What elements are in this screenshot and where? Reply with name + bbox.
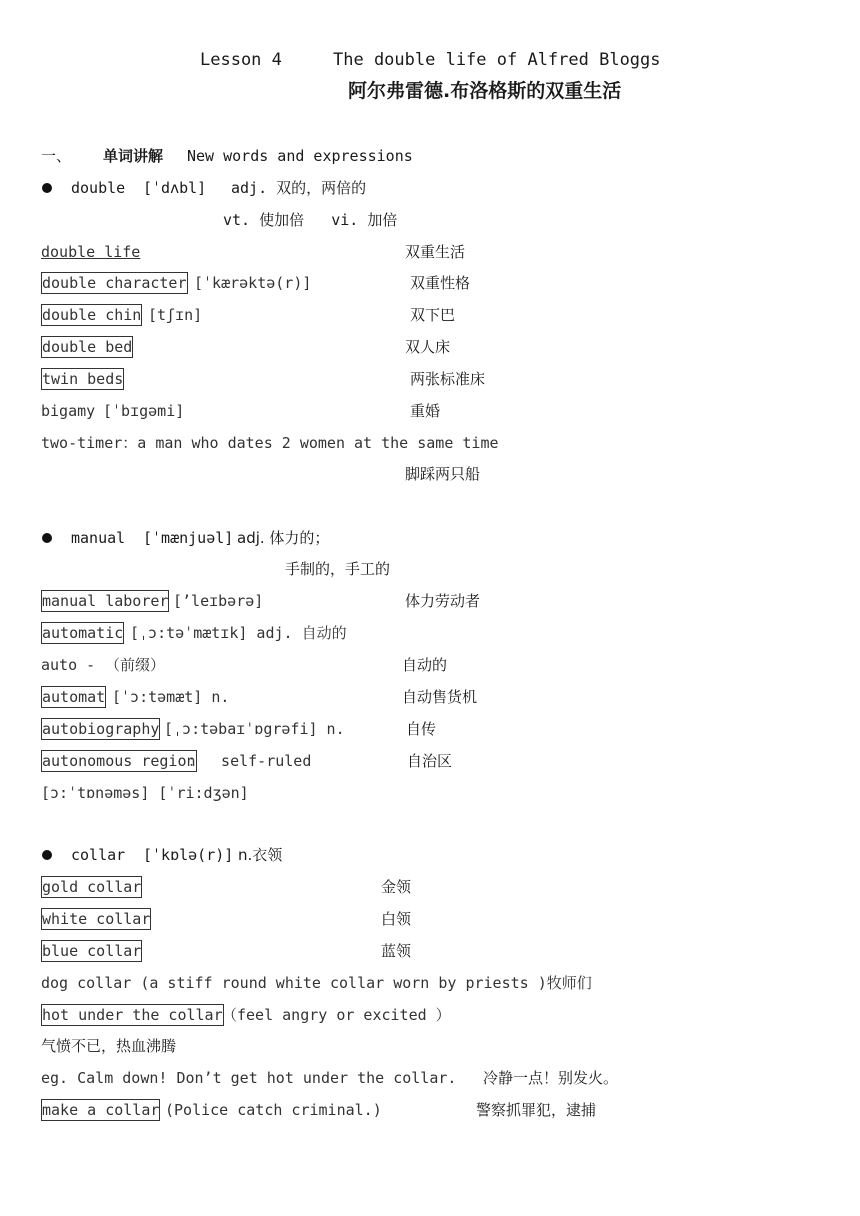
term-automatic: automatic — [42, 624, 124, 642]
cn-double-bed: 双人床 — [405, 338, 451, 356]
cn-double-chin: 双下巴 — [410, 306, 456, 324]
cn-white-collar: 白领 — [381, 910, 412, 928]
phon-character: [ˈkærəktə(r)] — [194, 274, 312, 292]
cn-twin-beds: 两张标准床 — [410, 370, 486, 388]
cn-autonomous-region: 自治区 — [407, 752, 453, 770]
two-timer-definition: two-timer：a man who dates 2 women at the same time — [41, 434, 499, 452]
cn-make-a-collar: 警察抓罪犯，逮捕 — [476, 1101, 597, 1119]
collar-def: n.衣领 — [238, 846, 283, 864]
section-heading-cn: 单词讲解 — [103, 147, 164, 165]
phon-laborer: [’leɪbərə] — [173, 592, 264, 610]
lesson-number: Lesson 4 — [200, 50, 282, 70]
cn-autobiography: 自传 — [406, 720, 437, 738]
phon-chin: [tʃɪn] — [148, 306, 203, 324]
term-double-life: double life — [41, 243, 141, 261]
def-self-ruled: ： self-ruled — [188, 752, 312, 770]
phon-autonomous-region: [ɔ:ˈtɒnəməs] [ˈri:dʒən] — [41, 784, 249, 802]
section-heading-en: New words and expressions — [187, 147, 413, 165]
phon-autobiography: [ˌɔ:təbaɪˈɒgrəfi] n. — [164, 720, 345, 738]
cn-double-character: 双重性格 — [410, 274, 471, 292]
phon-bigamy: [ˈbɪgəmi] — [103, 402, 185, 420]
term-white-collar: white collar — [42, 910, 151, 928]
word-collar: collar — [71, 846, 126, 864]
cn-manual-laborer: 体力劳动者 — [405, 592, 481, 610]
phon-automat: [ˈɔ:təmæt] n. — [112, 688, 230, 706]
cn-automat: 自动售货机 — [402, 688, 478, 706]
manual-def-2: 手制的，手工的 — [285, 560, 391, 578]
term-blue-collar: blue collar — [42, 942, 142, 960]
manual-def-adj: adj. 体力的； — [237, 529, 330, 547]
make-a-collar-def: (Police catch criminal.) — [165, 1101, 382, 1119]
term-autobiography: autobiography — [42, 720, 160, 738]
term-bigamy: bigamy — [41, 402, 96, 420]
lesson-title-cn: 阿尔弗雷德.布洛格斯的双重生活 — [348, 80, 622, 102]
section-number: 一、 — [41, 147, 72, 165]
double-phonetic: [ˈdʌbl] — [143, 179, 207, 197]
term-auto-prefix: auto - — [41, 656, 96, 674]
word-manual: manual — [71, 529, 126, 547]
term-gold-collar: gold collar — [42, 878, 142, 896]
term-double-bed: double bed — [42, 338, 133, 356]
manual-phonetic: [ˈmænjuəl] — [143, 529, 234, 547]
example-sentence: eg. Calm down! Don’t get hot under the collar. — [41, 1069, 457, 1087]
prefix-note: （前缀） — [105, 656, 166, 674]
cn-auto: 自动的 — [402, 656, 448, 674]
term-double-chin: double chin — [42, 306, 142, 324]
cn-double-life: 双重生活 — [405, 243, 466, 261]
bullet-icon — [42, 183, 52, 193]
collar-phonetic: [ˈkɒlə(r)] — [143, 846, 234, 864]
bullet-icon — [42, 533, 52, 543]
cn-blue-collar: 蓝领 — [381, 942, 412, 960]
cn-gold-collar: 金领 — [381, 878, 412, 896]
word-double: double — [71, 179, 126, 197]
phon-automatic: [ˌɔ:təˈmætɪk] adj. 自动的 — [130, 624, 347, 642]
hot-under-collar-def: （feel angry or excited ） — [222, 1006, 451, 1024]
cn-example: 冷静一点！别发火。 — [483, 1069, 619, 1087]
term-hot-under-the-collar: hot under the collar — [42, 1006, 223, 1024]
dog-collar-definition: dog collar (a stiff round white collar worn by priests )牧师们 — [41, 974, 592, 992]
double-def-adj: adj. 双的，两倍的 — [231, 179, 367, 197]
term-make-a-collar: make a collar — [42, 1101, 160, 1119]
bullet-icon — [42, 850, 52, 860]
term-autonomous-region: autonomous region — [42, 752, 196, 770]
lesson-title-en: The double life of Alfred Bloggs — [333, 50, 661, 70]
cn-two-timer: 脚踩两只船 — [405, 465, 481, 483]
term-automat: automat — [42, 688, 106, 706]
term-double-character: double character — [42, 274, 187, 292]
double-def-verb: vt. 使加倍 vi. 加倍 — [223, 211, 398, 229]
cn-hot-under-collar: 气愤不已，热血沸腾 — [41, 1037, 177, 1055]
term-manual-laborer: manual laborer — [42, 592, 169, 610]
term-twin-beds: twin beds — [42, 370, 124, 388]
cn-bigamy: 重婚 — [410, 402, 441, 420]
